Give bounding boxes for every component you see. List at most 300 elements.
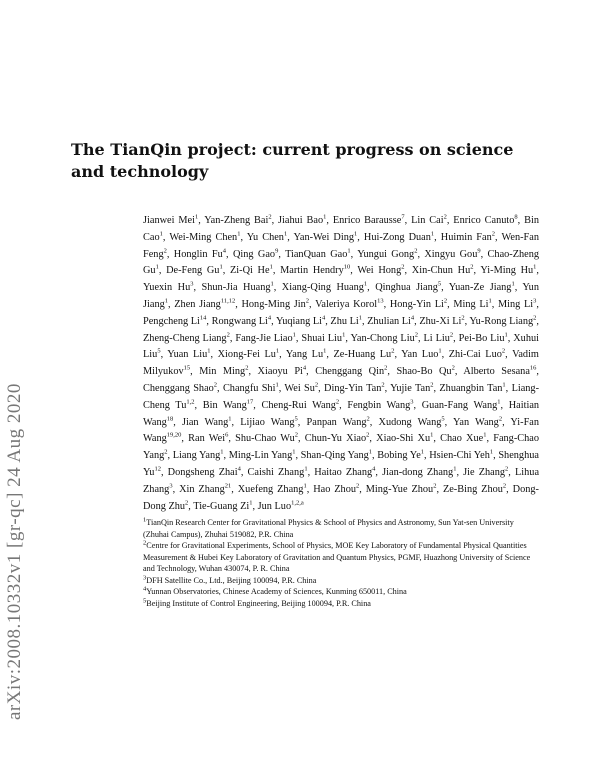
author-affiliation-mark: 5	[441, 415, 445, 423]
author-name	[173, 450, 224, 461]
author-affiliation-mark: 1	[438, 347, 442, 355]
author-name-text: Alberto Sesana	[463, 366, 530, 378]
author-name-text: Ming-Lin Yang	[228, 450, 293, 462]
author-affiliation-mark: 2	[498, 415, 503, 423]
author-name	[463, 366, 536, 377]
author-affiliation-mark: 1	[497, 398, 501, 406]
author-name-text: Zhi-Cai Luo	[448, 349, 502, 361]
author-affiliation-mark: 1	[155, 263, 159, 271]
author-name	[307, 417, 370, 428]
author-name	[282, 282, 367, 293]
author-affiliation-mark: 2	[356, 482, 360, 490]
author-affiliation-mark: 4	[267, 314, 272, 322]
affiliation-entry	[143, 586, 539, 598]
author-name	[364, 232, 434, 243]
author-affiliation-mark: 18	[166, 415, 174, 423]
author-name-text: Dongsheng Zhai	[167, 466, 238, 478]
author-affiliation-mark: 1	[292, 331, 296, 339]
arxiv-side-stamp: arXiv:2008.10332v1 [gr-qc] 24 Aug 2020	[4, 383, 25, 720]
author-name-text: Ming-Yue Zhou	[365, 483, 434, 495]
author-affiliation-mark: 2	[451, 364, 455, 372]
author-name	[212, 316, 272, 327]
author-affiliation-mark: 2	[335, 398, 340, 406]
author-affiliation-mark: 1	[511, 280, 515, 288]
author-name-text: Xudong Wang	[378, 416, 442, 428]
author-name-text: Bobing Ye	[377, 450, 421, 462]
author-name-text: Enrico Barausse	[332, 215, 402, 226]
author-affiliation-mark: 2	[505, 465, 509, 473]
author-name-text: Xuefeng Zhang	[237, 483, 304, 495]
author-affiliation-mark: 17	[246, 398, 254, 406]
author-affiliation-mark: 1	[453, 465, 457, 473]
affiliation-number: 2	[143, 539, 147, 547]
author-name-text: Jian Wang	[181, 416, 229, 428]
author-affiliation-mark: 8	[514, 213, 518, 221]
author-name	[229, 450, 296, 461]
author-name-text: Haitian Wang	[143, 399, 540, 428]
author-name	[401, 349, 441, 360]
author-name-text: Li Liu	[423, 332, 450, 344]
author-affiliation-mark: 1	[358, 314, 362, 322]
author-affiliation-mark: 2	[226, 331, 230, 339]
author-affiliation-mark: 1	[502, 381, 506, 389]
author-name-text: Xin-Chun Hu	[411, 265, 471, 277]
author-name	[366, 484, 437, 495]
author-affiliation-mark: 1	[303, 482, 307, 490]
author-name-text: Honglin Fu	[173, 248, 223, 260]
author-name	[412, 265, 474, 276]
author-affiliation-mark: 1,2,a	[291, 499, 304, 507]
author-affiliation-mark: 2	[443, 213, 447, 221]
author-name-text: Enrico Canuto	[453, 215, 515, 226]
affiliation-text: DFH Satellite Co., Ltd., Beijing 100094, P.R. China	[146, 575, 317, 585]
author-name-text: Zheng-Cheng Liang	[143, 332, 227, 344]
author-name-text: Hong-Ming Jin	[241, 298, 306, 310]
author-name-text: Chao-Zheng Gu	[143, 248, 540, 277]
paper-title: The TianQin project: current progress on science and technology	[71, 140, 514, 181]
affiliation-list	[143, 517, 539, 609]
author-name	[286, 349, 326, 360]
author-name-text: Jiahui Bao	[278, 215, 324, 226]
author-name-text: Yan-Zheng Bai	[204, 215, 269, 226]
author-name-text: Ran Wei	[188, 433, 226, 445]
author-affiliation-mark: 1	[347, 247, 351, 255]
author-name	[422, 400, 501, 411]
author-affiliation-mark: 2	[430, 381, 434, 389]
affiliation-number: 5	[143, 597, 147, 605]
author-affiliation-mark: 1	[533, 263, 537, 271]
author-name-text: Tie-Guang Zi	[193, 500, 250, 512]
author-name-text: Cheng-Rui Wang	[261, 399, 336, 411]
author-affiliation-mark: 1	[219, 263, 223, 271]
author-affiliation-mark: 2	[461, 314, 465, 322]
author-affiliation-mark: 2	[414, 247, 418, 255]
author-name	[396, 366, 454, 377]
author-affiliation-mark: 14	[199, 314, 207, 322]
author-name	[169, 232, 240, 243]
author-name	[347, 400, 413, 411]
author-affiliation-mark: 3	[410, 398, 414, 406]
author-affiliation-mark: 1	[489, 448, 494, 456]
author-name-text: Zhu Li	[330, 315, 359, 327]
author-name-text: Xingyu Gou	[424, 248, 478, 260]
author-affiliation-mark: 16	[529, 364, 537, 372]
author-affiliation-mark: 1	[269, 263, 273, 271]
author-name	[411, 215, 447, 226]
affiliation-text: Beijing Institute of Control Engineering, Beijing 100094, P.R. China	[146, 598, 371, 608]
author-name	[441, 232, 495, 243]
author-name	[357, 265, 404, 276]
author-affiliation-mark: 1	[292, 448, 296, 456]
author-name-text: Huimin Fan	[440, 231, 492, 243]
author-name-text: Hao Zhou	[313, 483, 357, 495]
author-name-text: Ze-Huang Lu	[333, 349, 392, 361]
author-name-text: Yan Luo	[401, 349, 439, 361]
author-name	[278, 215, 326, 226]
author-name	[390, 299, 447, 310]
author-name-text: Yujie Tan	[390, 382, 431, 394]
author-name-text: Qinghua Jiang	[375, 282, 438, 294]
author-affiliation-mark: 1	[323, 213, 327, 221]
author-name-text: Guan-Fang Wang	[421, 399, 498, 411]
author-affiliation-mark: 1	[270, 280, 274, 288]
author-name	[276, 316, 325, 327]
author-affiliation-mark: 2	[491, 230, 496, 238]
author-name	[440, 433, 486, 444]
author-name	[350, 333, 418, 344]
author-name	[167, 349, 210, 360]
author-name-text: Zhu-Xi Li	[419, 315, 462, 327]
author-name	[174, 249, 226, 260]
author-affiliation-mark: 2	[414, 331, 418, 339]
author-name-text: Yungui Gong	[357, 248, 415, 260]
author-affiliation-mark: 9	[477, 247, 481, 255]
author-name	[314, 467, 375, 478]
author-affiliation-mark: 2	[470, 263, 474, 271]
author-affiliation-mark: 2	[381, 381, 385, 389]
author-affiliation-mark: 1	[207, 347, 211, 355]
author-affiliation-mark: 2	[366, 431, 370, 439]
author-affiliation-mark: 6	[225, 431, 229, 439]
author-affiliation-mark: 1	[354, 230, 358, 238]
author-name-text: Panpan Wang	[306, 416, 367, 428]
author-name	[284, 383, 318, 394]
author-name-text: De-Feng Gu	[166, 265, 220, 277]
author-name	[376, 433, 433, 444]
author-name	[258, 501, 304, 512]
author-name-text: Fang-Jie Liao	[235, 332, 293, 344]
author-name-text: Bin Cao	[143, 215, 539, 243]
author-name	[449, 282, 515, 293]
author-name-text: Xuhui Liu	[143, 332, 539, 361]
author-affiliation-mark: 1	[228, 415, 232, 423]
author-name-text: Ding-Yin Tan	[324, 382, 382, 394]
author-affiliation-mark: 3	[169, 482, 173, 490]
author-affiliation-mark: 1	[483, 431, 487, 439]
author-affiliation-mark: 3	[533, 297, 537, 305]
author-affiliation-mark: 2	[391, 347, 395, 355]
author-affiliation-mark: 1	[249, 499, 253, 507]
author-name	[305, 433, 370, 444]
author-name-text: Xin Zhang	[179, 483, 225, 495]
author-name	[258, 366, 307, 377]
author-name-text: Yan-Chong Liu	[350, 332, 415, 344]
author-name	[199, 366, 248, 377]
author-name	[313, 484, 359, 495]
author-name-text: Fang-Chao Yang	[143, 433, 539, 462]
author-affiliation-mark: 1	[430, 431, 434, 439]
author-name	[235, 333, 296, 344]
author-list: Jianwei Mei$^1$, Yan-Zheng Bai$^2$, Jiahui Bao$^1$, Enrico Barausse$^7$, Lin Cai$^2$, Enrico Canuto$^8$, Bin Cao$^1$, Wei-Ming Chen$^1$, Yu Chen$^1$, Yan-Wei Ding$^1$, Hui-Zong Duan$^1$, Huimin Fan$^2$, Wen-Fan Feng$^2$, Honglin Fu$^4$, Qing Gao$^9$, TianQuan Gao$^1$, Yungui Gong$^2$, Xingyu Gou$^9$, Chao-Zheng Gu$^1$, De-Feng Gu$^1$, Zi-Qi He$^1$, Martin Hendry$^{10}$, Wei Hong$^2$, Xin-Chun Hu$^2$, Yi-Ming Hu$^1$, Yuexin Hu$^3$, Shun-Jia Huang$^1$, Xiang-Qing Huang$^1$, Qinghua Jiang$^5$, Yuan-Ze Jiang$^1$, Yun Jiang$^1$, Zhen Jiang$^{11,12}$, Hong-Ming Jin$^2$, Valeriya Korol$^{13}$, Hong-Yin Li$^2$, Ming Li$^1$, Ming Li$^3$, Pengcheng Li$^{14}$, Rongwang Li$^4$, Yuqiang Li$^4$, Zhu Li$^1$, Zhulian Li$^4$, Zhu-Xi Li$^2$, Yu-Rong Liang$^2$, Zheng-Cheng Liang$^2$, Fang-Jie Liao$^1$, Shuai Liu$^1$, Yan-Chong Liu$^2$, Li Liu$^2$, Pei-Bo Liu$^1$, Xuhui Liu$^5$, Yuan Liu$^1$, Xiong-Fei Lu$^1$, Yang Lu$^1$, Ze-Huang Lu$^2$, Yan Luo$^1$, Zhi-Cai Luo$^2$, Vadim Milyukov$^{15}$, Min Ming$^2$, Xiaoyu Pi$^4$, Chenggang Qin$^2$, Shao-Bo Qu$^2$, Alberto Sesana$^{16}$, Chenggang Shao$^2$, Changfu Shi$^1$, Wei Su$^2$, Ding-Yin Tan$^2$, Yujie Tan$^2$, Zhuangbin Tan$^1$, Liang-Cheng Tu$^{1,2}$, Bin Wang$^{17}$, Cheng-Rui Wang$^2$, Fengbin Wang$^3$, Guan-Fang Wang$^1$, Haitian Wang$^{18}$, Jian Wang$^1$, Lijiao Wang$^5$, Panpan Wang$^2$, Xudong Wang$^5$, Yan Wang$^2$, Yi-Fan Wang$^{19,20}$, Ran Wei$^6$, Shu-Chao Wu$^2$, Chun-Yu Xiao$^2$, Xiao-Shi Xu$^1$, Chao Xue$^1$, Fang-Chao Yang$^2$, Liang Yang$^1$, Ming-Lin Yang$^1$, Shan-Qing Yang$^1$, Bobing Ye$^1$, Hsien-Chi Yeh$^1$, Shenghua Yu$^{12}$, Dongsheng Zhai$^4$, Caishi Zhang$^1$, Haitao Zhang$^4$, Jian-dong Zhang$^1$, Jie Zhang$^2$, Lihua Zhang$^3$, Xin Zhang$^{21}$, Xuefeng Zhang$^1$, Hao Zhou$^2$, Ming-Yue Zhou$^2$, Ze-Bing Zhou$^2$, Dong-Dong Zhu$^2$, Tie-Guang Zi$^1$, Jun Luo$^{1,2,a}$	[143, 213, 540, 512]
affiliation-entry	[143, 517, 539, 540]
author-name	[498, 299, 536, 310]
author-name-text: Lihua Zhang	[143, 466, 540, 495]
author-affiliation-mark: 4	[322, 314, 326, 322]
author-affiliation-mark: 2	[533, 314, 537, 322]
author-affiliation-mark: 1	[363, 280, 368, 288]
author-name-text: Jun Luo	[257, 500, 292, 512]
author-name	[230, 265, 273, 276]
affiliation-entry	[143, 540, 539, 575]
author-name	[168, 467, 241, 478]
author-name-text: Lijiao Wang	[240, 416, 295, 428]
author-name-text: Yan-Wei Ding	[293, 231, 355, 243]
author-name-text: Yu Chen	[246, 231, 284, 243]
author-affiliation-mark: 1	[283, 230, 288, 238]
author-name	[285, 249, 351, 260]
author-name-text: Zhuangbin Tan	[439, 382, 503, 394]
author-name	[241, 299, 309, 310]
affiliation-text: TianQin Research Center for Gravitational Physics & School of Physics and Astronomy, Sun Yat-sen University (Zhuhai Campus), Zhuhai 519082, P.R. China	[143, 518, 514, 539]
author-name	[202, 282, 274, 293]
author-name-text: Rongwang Li	[211, 315, 268, 327]
author-name	[143, 282, 193, 293]
author-name	[182, 417, 232, 428]
author-name-text: Zhulian Li	[367, 315, 411, 327]
author-name-text: Hsien-Chi Yeh	[429, 450, 490, 462]
author-name-text: Wei Su	[284, 382, 315, 394]
author-affiliation-mark: 5	[437, 280, 442, 288]
author-name-text: Yu-Rong Liang	[469, 315, 534, 327]
author-affiliation-mark: 2	[314, 381, 319, 389]
author-affiliation-mark: 2	[443, 297, 448, 305]
author-name	[143, 383, 217, 394]
author-name-text: Xiaoyu Pi	[257, 366, 303, 378]
author-name-text: Zi-Qi He	[229, 265, 270, 277]
author-affiliation-mark: 1	[275, 381, 279, 389]
author-name	[204, 215, 271, 226]
author-affiliation-mark: 1	[220, 448, 224, 456]
author-name	[238, 484, 307, 495]
author-affiliation-mark: 2	[366, 415, 370, 423]
author-name-text: Caishi Zhang	[247, 466, 305, 478]
affiliation-number: 3	[143, 574, 147, 582]
author-affiliation-mark: 1,2	[186, 398, 195, 406]
author-name	[480, 265, 536, 276]
author-affiliation-mark: 12	[154, 465, 161, 473]
author-affiliation-mark: 4	[237, 465, 241, 473]
author-name	[223, 383, 279, 394]
author-name-text: Yi-Ming Hu	[480, 265, 534, 277]
author-name	[280, 265, 350, 276]
author-name-text: Yuqiang Li	[275, 315, 322, 327]
author-name	[377, 450, 424, 461]
author-affiliation-mark: 1	[164, 297, 168, 305]
author-name-text: Jie Zhang	[463, 466, 506, 478]
author-name-text: Chun-Yu Xiao	[304, 433, 367, 445]
author-name	[423, 333, 453, 344]
author-affiliation-mark: 2	[268, 213, 272, 221]
author-name	[293, 232, 357, 243]
author-name	[235, 433, 298, 444]
author-name	[179, 484, 231, 495]
author-affiliation-mark: 2	[245, 364, 249, 372]
author-affiliation-mark: 1	[430, 230, 435, 238]
author-name-text: Wei-Ming Chen	[169, 231, 238, 243]
author-name	[262, 400, 340, 411]
author-name	[443, 484, 506, 495]
author-name-text: Martin Hendry	[280, 265, 344, 277]
author-name-text: Xiang-Qing Huang	[281, 282, 364, 294]
author-affiliation-mark: 1	[368, 448, 373, 456]
author-name	[459, 333, 508, 344]
author-name	[463, 467, 508, 478]
author-name	[330, 316, 362, 327]
author-name-text: Ming Li	[453, 298, 489, 310]
author-name	[367, 316, 414, 327]
author-name-text: Ze-Bing Zhou	[442, 483, 503, 495]
author-affiliation-mark: 2	[213, 381, 218, 389]
author-name-text: Yi-Fan Wang	[143, 416, 540, 445]
author-name	[218, 349, 280, 360]
author-name-text: Pei-Bo Liu	[458, 332, 505, 344]
author-name	[315, 366, 387, 377]
author-name-text: Yuexin Hu	[143, 282, 191, 294]
author-affiliation-mark: 2	[305, 297, 310, 305]
author-affiliation-mark: 1	[342, 331, 346, 339]
author-name-text: Dong-Dong Zhu	[143, 483, 539, 512]
author-name-text: Fengbin Wang	[347, 399, 411, 411]
author-name-text: Qing Gao	[232, 248, 276, 260]
affiliation-text: Centre for Gravitational Experiments, School of Physics, MOE Key Laboratory of Fundamental Physical Quantities Measurement & Hubei Key Laboratory of Gravitation and Quantum Physics, PGMF, Huazhong University of Science and Technology, Wuhan 430074, P. R. China	[143, 541, 531, 574]
author-name	[419, 316, 464, 327]
author-name-text: Wen-Fan Feng	[143, 231, 539, 260]
author-affiliation-mark: 2	[163, 247, 167, 255]
author-name-text: Bin Wang	[202, 399, 247, 411]
author-name	[453, 299, 491, 310]
author-affiliation-mark: 5	[294, 415, 298, 423]
author-name	[301, 333, 345, 344]
author-name-text: Xiong-Fei Lu	[217, 349, 276, 361]
author-affiliation-mark: 4	[302, 364, 307, 372]
author-name-text: Changfu Shi	[222, 382, 276, 394]
author-name-text: Pengcheng Li	[143, 315, 200, 327]
author-name-text: Min Ming	[199, 366, 246, 378]
author-affiliation-mark: 2	[502, 482, 507, 490]
author-affiliation-mark: 15	[183, 364, 191, 372]
author-affiliation-mark: 10	[343, 263, 351, 271]
author-affiliation-mark: 2	[501, 347, 506, 355]
author-name	[424, 249, 480, 260]
author-name-text: Wei Hong	[357, 265, 402, 277]
author-name-text: Yun Jiang	[143, 282, 539, 310]
author-affiliation-mark: 1	[194, 213, 199, 221]
author-affiliation-mark: 1	[504, 331, 508, 339]
author-name-text: Shun-Jia Huang	[201, 282, 271, 294]
author-name-text: Chenggang Shao	[143, 382, 214, 394]
author-name-text: Jian-dong Zhang	[382, 466, 454, 478]
author-name-text: Hui-Zong Duan	[363, 231, 431, 243]
affiliation-entry	[143, 598, 539, 610]
author-name	[375, 282, 441, 293]
author-affiliation-mark: 11,12	[220, 297, 236, 305]
author-name-text: Zhen Jiang	[174, 298, 221, 310]
author-affiliation-mark: 1	[304, 465, 308, 473]
author-name	[143, 215, 198, 226]
author-name-text: Yan Wang	[452, 416, 499, 428]
author-name	[315, 299, 384, 310]
author-name	[203, 400, 254, 411]
author-name	[324, 383, 385, 394]
author-affiliation-mark: 2	[449, 331, 454, 339]
author-affiliation-mark: 1	[420, 448, 425, 456]
affiliation-number: 4	[143, 585, 147, 593]
author-name-text: TianQuan Gao	[285, 248, 348, 260]
author-affiliation-mark: 2	[185, 499, 189, 507]
author-affiliation-mark: 19,20	[166, 431, 182, 439]
author-name	[453, 215, 517, 226]
author-name-text: Shenghua Yu	[143, 450, 539, 478]
author-name	[379, 417, 445, 428]
author-name-text: Yuan-Ze Jiang	[448, 282, 512, 294]
author-affiliation-mark: 4	[372, 465, 376, 473]
author-affiliation-mark: 9	[275, 247, 279, 255]
author-name-text: Yuan Liu	[167, 349, 208, 361]
author-affiliation-mark: 5	[157, 347, 161, 355]
author-name	[429, 450, 493, 461]
author-name	[382, 467, 456, 478]
author-affiliation-mark: 4	[222, 247, 227, 255]
author-name-text: Hong-Yin Li	[389, 298, 444, 310]
author-name	[301, 450, 372, 461]
author-name	[143, 316, 206, 327]
affiliation-entry	[143, 575, 539, 587]
author-affiliation-mark: 2	[384, 364, 388, 372]
author-name	[233, 249, 278, 260]
author-name	[188, 433, 228, 444]
author-name-text: Chenggang Qin	[315, 366, 385, 378]
author-affiliation-mark: 13	[377, 297, 384, 305]
author-name	[248, 467, 308, 478]
author-name	[174, 299, 235, 310]
author-name-text: Shan-Qing Yang	[300, 450, 369, 462]
author-affiliation-mark: 7	[401, 213, 405, 221]
author-affiliation-mark: 1	[323, 347, 327, 355]
author-name-text: Shu-Chao Wu	[235, 433, 295, 445]
author-affiliation-mark: 2	[164, 448, 168, 456]
author-affiliation-mark: 3	[190, 280, 194, 288]
author-name-text: Yang Lu	[285, 349, 324, 361]
author-name-text: Chao Xue	[440, 433, 484, 445]
author-name-text: Valeriya Korol	[315, 298, 378, 310]
author-affiliation-mark: 2	[294, 431, 298, 439]
author-affiliation-mark: 1	[488, 297, 492, 305]
author-name	[439, 383, 505, 394]
author-name	[333, 349, 394, 360]
author-name	[357, 249, 417, 260]
author-affiliation-mark: 1	[275, 347, 280, 355]
author-name	[240, 417, 298, 428]
